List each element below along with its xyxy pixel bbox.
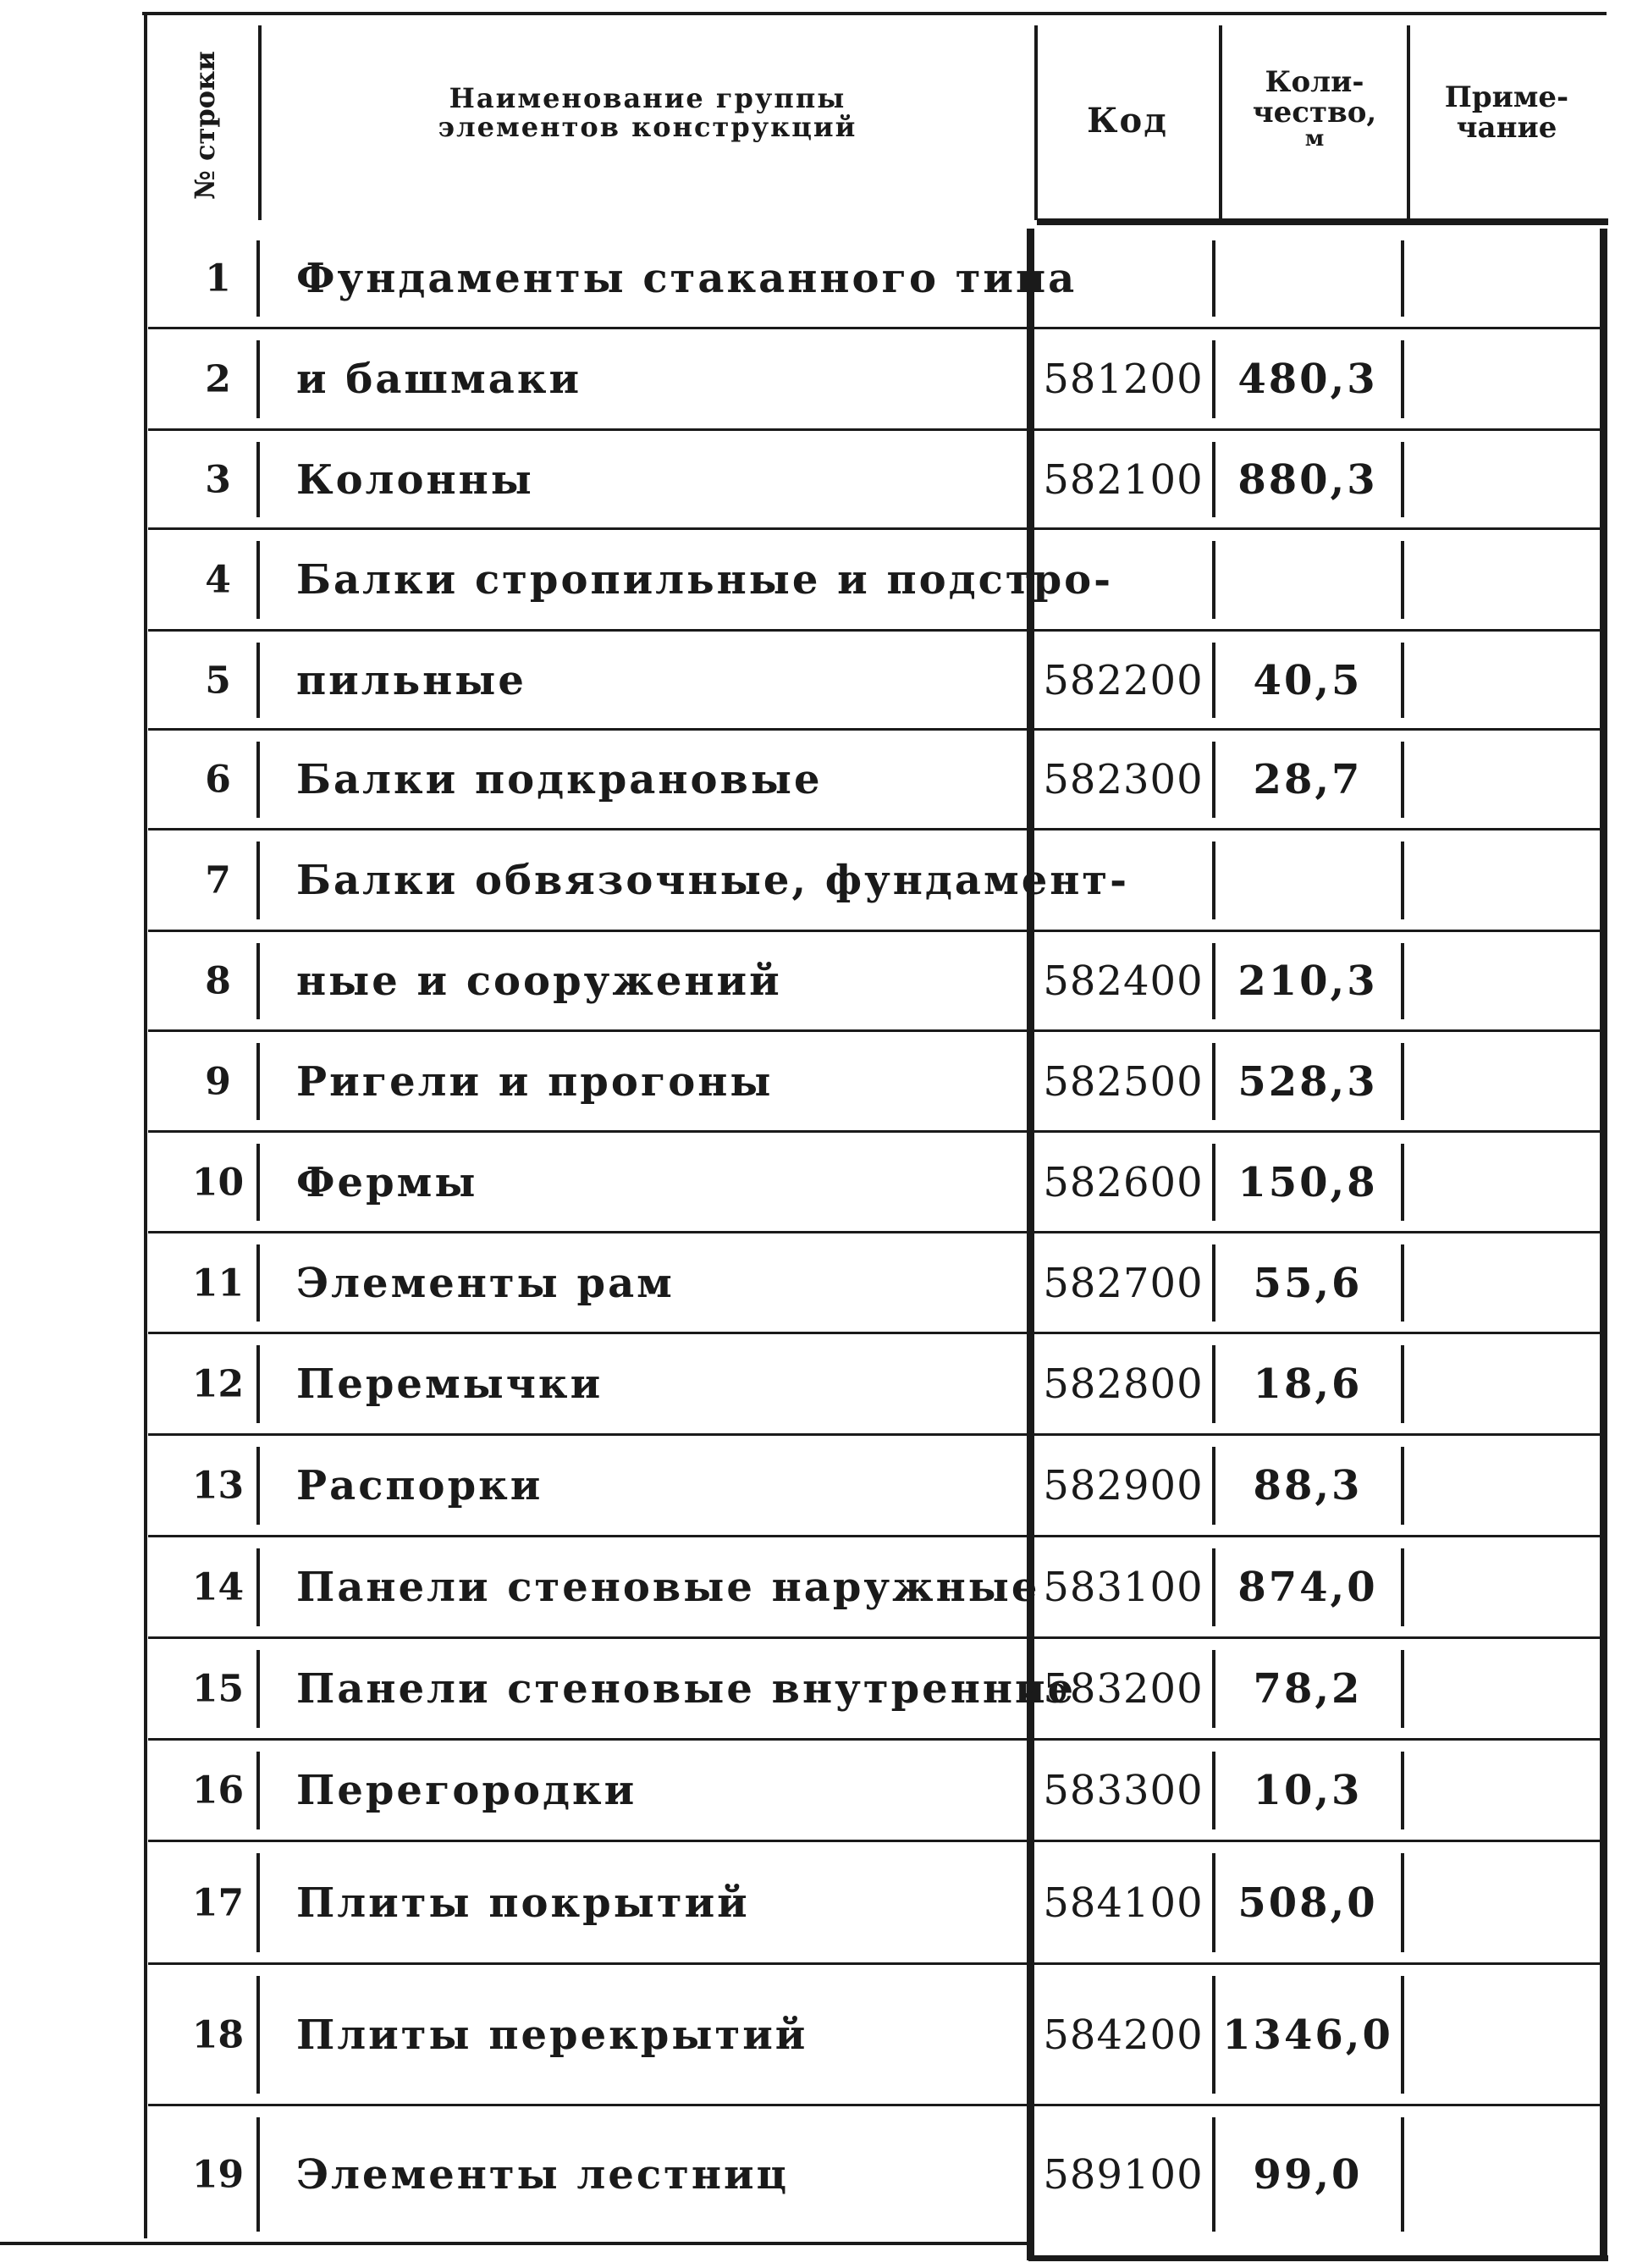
code-qty-divider: [1212, 1650, 1215, 1728]
rowno-column-divider: [258, 25, 262, 220]
row-name: Фундаменты стаканного типа: [296, 255, 1078, 302]
row-number: 14: [191, 1565, 245, 1609]
row-code: 584200: [1043, 2011, 1204, 2059]
row-code: 582300: [1043, 756, 1204, 803]
bottom-border-right: [1028, 2255, 1608, 2261]
row-code: 583100: [1043, 1564, 1204, 1611]
row-quantity: 99,0: [1253, 2150, 1363, 2199]
row-code: 582600: [1043, 1158, 1204, 1206]
table-row: [0, 1333, 1626, 1435]
code-qty-divider: [1212, 1244, 1215, 1322]
row-code: 589100: [1043, 2150, 1204, 2199]
code-qty-divider: [1212, 1976, 1215, 2094]
row-quantity: 88,3: [1253, 1462, 1363, 1509]
qty-note-divider: [1401, 442, 1404, 517]
code-qty-divider: [1212, 2117, 1215, 2232]
row-number: 10: [191, 1161, 245, 1204]
header-row-number: [161, 34, 250, 216]
row-quantity: 28,7: [1253, 756, 1363, 803]
row-number: 6: [205, 758, 231, 802]
row-number: 2: [205, 357, 231, 401]
code-qty-divider: [1212, 1345, 1215, 1423]
code-qty-divider: [1212, 541, 1215, 619]
row-name: Балки подкрановые: [296, 756, 823, 803]
row-name: и башмаки: [296, 356, 582, 403]
table-row: [0, 529, 1626, 631]
row-number: 18: [191, 2013, 245, 2056]
code-qty-divider: [1212, 1043, 1215, 1120]
row-code: 584100: [1043, 1879, 1204, 1927]
table-row: [0, 830, 1626, 931]
table-row: [0, 1435, 1626, 1537]
table-row: [0, 730, 1626, 830]
qty-note-divider: [1401, 943, 1404, 1019]
code-qty-divider: [1212, 742, 1215, 818]
row-quantity: 528,3: [1237, 1057, 1378, 1106]
header-note-line1: Приме-: [1444, 80, 1569, 114]
name-cell-divider: [256, 1244, 260, 1322]
header-quantity-line2: чество,: [1252, 95, 1377, 130]
code-qty-divider: [1212, 842, 1215, 919]
table-row: [0, 1537, 1626, 1638]
header-bottom-rule: [1037, 218, 1608, 225]
name-cell-divider: [256, 943, 260, 1019]
table-row: [0, 1638, 1626, 1740]
code-qty-divider: [1212, 442, 1215, 517]
header-quantity-line3: м: [1304, 126, 1325, 152]
table-row: [0, 229, 1626, 328]
qty-note-divider: [1401, 1144, 1404, 1221]
name-cell-divider: [256, 1650, 260, 1728]
name-cell-divider: [256, 340, 260, 418]
row-number: 15: [191, 1667, 245, 1711]
row-number: 8: [205, 959, 231, 1003]
table-row: [0, 2105, 1626, 2243]
row-quantity: 1346,0: [1222, 2011, 1393, 2059]
row-name: ные и сооружений: [296, 957, 782, 1005]
header-row-number-text: № строки: [188, 50, 221, 200]
qty-note-divider: [1401, 1752, 1404, 1829]
qty-note-divider: [1401, 842, 1404, 919]
table-row: [0, 1233, 1626, 1333]
row-name: Балки стропильные и подстро-: [296, 556, 1114, 604]
row-quantity: 40,5: [1253, 656, 1363, 704]
qty-note-divider: [1401, 240, 1404, 317]
row-code: 582800: [1043, 1360, 1204, 1408]
qty-note-divider: [1401, 742, 1404, 818]
qty-note-divider: [1401, 1976, 1404, 2094]
table-row: [0, 1031, 1626, 1132]
name-cell-divider: [256, 1447, 260, 1525]
table-row: [0, 1841, 1626, 1964]
row-code: 583200: [1043, 1665, 1204, 1713]
qty-note-divider: [1401, 1853, 1404, 1952]
table-row: [0, 430, 1626, 529]
row-name: Колонны: [296, 455, 534, 504]
header-quantity-line1: Коли-: [1265, 65, 1364, 99]
row-number: 1: [205, 257, 231, 301]
row-number: 9: [205, 1060, 231, 1103]
name-cell-divider: [256, 541, 260, 619]
row-quantity: 480,3: [1237, 356, 1378, 403]
name-cell-divider: [256, 1976, 260, 2094]
row-number: 4: [205, 558, 231, 602]
header-note-line2: чание: [1456, 110, 1557, 145]
row-code: 583300: [1043, 1767, 1204, 1814]
row-quantity: 874,0: [1237, 1564, 1378, 1611]
row-number: 11: [191, 1261, 245, 1305]
row-quantity: 508,0: [1237, 1879, 1378, 1927]
name-cell-divider: [256, 1752, 260, 1829]
row-quantity: 880,3: [1237, 455, 1378, 504]
row-quantity: 150,8: [1237, 1158, 1378, 1206]
row-quantity: 55,6: [1253, 1259, 1363, 1307]
header-name: [271, 82, 1024, 143]
row-number: 12: [191, 1362, 245, 1406]
row-number: 16: [191, 1769, 245, 1813]
row-number: 17: [191, 1881, 245, 1924]
name-column-divider-header: [1034, 25, 1038, 220]
row-code: 582900: [1043, 1462, 1204, 1509]
table-row: [0, 1132, 1626, 1233]
name-cell-divider: [256, 442, 260, 517]
code-qty-divider: [1212, 943, 1215, 1019]
qty-note-divider: [1401, 1043, 1404, 1120]
code-qty-divider-header: [1219, 25, 1222, 220]
header-note: [1414, 80, 1600, 145]
name-cell-divider: [256, 643, 260, 718]
row-name: Плиты покрытий: [296, 1879, 750, 1927]
code-qty-divider: [1212, 1752, 1215, 1829]
qty-note-divider: [1401, 541, 1404, 619]
row-name: Панели стеновые внутренние: [296, 1665, 1077, 1713]
code-qty-divider: [1212, 1144, 1215, 1221]
row-quantity: 210,3: [1237, 957, 1378, 1005]
code-qty-divider: [1212, 340, 1215, 418]
row-code: 582100: [1043, 455, 1204, 504]
header-code: Код: [1087, 101, 1168, 141]
qty-note-divider: [1401, 1447, 1404, 1525]
name-cell-divider: [256, 1043, 260, 1120]
code-qty-divider: [1212, 1548, 1215, 1626]
table-row: [0, 931, 1626, 1031]
row-name: пильные: [296, 656, 526, 704]
qty-note-divider: [1401, 1345, 1404, 1423]
code-qty-divider: [1212, 1447, 1215, 1525]
header-name-line1: Наименование группы: [449, 82, 846, 114]
name-cell-divider: [256, 1853, 260, 1952]
qty-note-divider: [1401, 643, 1404, 718]
name-cell-divider: [256, 1144, 260, 1221]
row-name: Элементы рам: [296, 1259, 675, 1307]
row-name: Ригели и прогоны: [296, 1057, 774, 1106]
name-cell-divider: [256, 240, 260, 317]
table-row: [0, 631, 1626, 730]
row-name: Перемычки: [296, 1360, 604, 1408]
qty-note-divider: [1401, 340, 1404, 418]
qty-note-divider: [1401, 1244, 1404, 1322]
qty-note-divider: [1401, 1548, 1404, 1626]
header-name-line2: элементов конструкций: [438, 110, 857, 143]
qty-note-divider: [1401, 1650, 1404, 1728]
row-code: 582500: [1043, 1057, 1204, 1106]
row-quantity: 18,6: [1253, 1360, 1363, 1408]
header-quantity: [1226, 65, 1403, 152]
code-qty-divider: [1212, 1853, 1215, 1952]
row-name: Балки обвязочные, фундамент-: [296, 857, 1130, 904]
name-cell-divider: [256, 742, 260, 818]
name-cell-divider: [256, 1345, 260, 1423]
row-code: 582400: [1043, 957, 1204, 1005]
code-qty-divider: [1212, 643, 1215, 718]
table-row: [0, 1740, 1626, 1841]
name-cell-divider: [256, 1548, 260, 1626]
row-name: Фермы: [296, 1158, 478, 1206]
table-row: [0, 1964, 1626, 2105]
row-number: 13: [191, 1464, 245, 1508]
row-number: 7: [205, 858, 231, 902]
row-code: 582700: [1043, 1259, 1204, 1307]
top-border: [142, 12, 1607, 15]
row-name: Элементы лестниц: [296, 2150, 790, 2199]
row-code: 581200: [1043, 356, 1204, 403]
row-number: 3: [205, 458, 231, 501]
name-cell-divider: [256, 842, 260, 919]
row-number: 19: [191, 2153, 245, 2196]
qty-note-divider: [1401, 2117, 1404, 2232]
row-name: Плиты перекрытий: [296, 2011, 808, 2059]
qty-note-divider-header: [1407, 25, 1410, 220]
row-name: Перегородки: [296, 1767, 637, 1814]
row-quantity: 10,3: [1253, 1767, 1363, 1814]
row-name: Распорки: [296, 1462, 543, 1509]
table-row: [0, 328, 1626, 430]
row-name: Панели стеновые наружные: [296, 1564, 1040, 1611]
row-code: 582200: [1043, 656, 1204, 704]
name-cell-divider: [256, 2117, 260, 2232]
row-number: 5: [205, 659, 231, 702]
code-qty-divider: [1212, 240, 1215, 317]
row-quantity: 78,2: [1253, 1665, 1363, 1713]
